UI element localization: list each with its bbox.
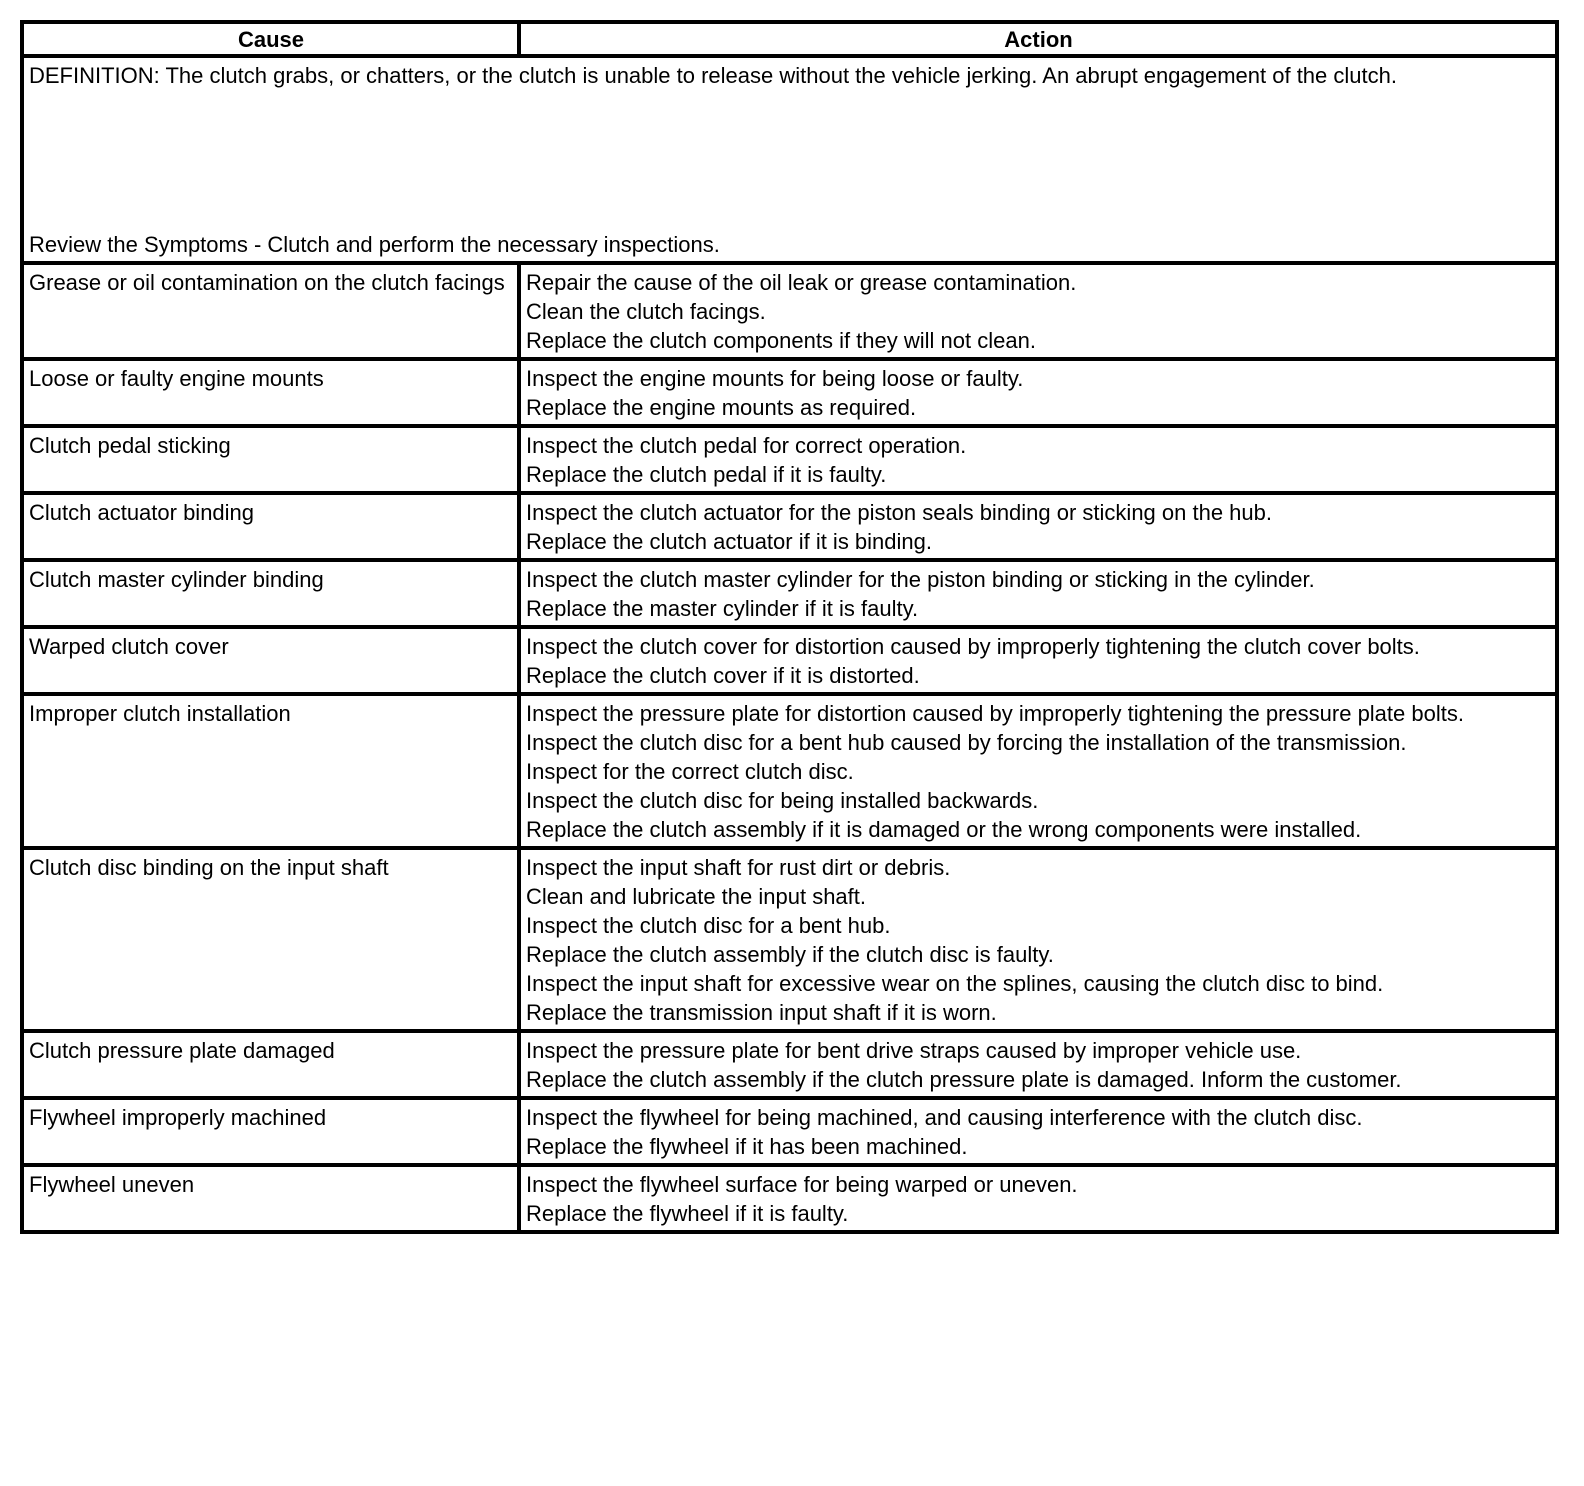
action-step: Inspect the pressure plate for bent drive straps caused by improper vehicle use. xyxy=(526,1038,1302,1063)
action-cell xyxy=(519,493,1557,560)
action-step: Inspect the flywheel surface for being warped or uneven. xyxy=(526,1172,1078,1197)
cause-cell: Loose or faulty engine mounts xyxy=(22,359,519,426)
cause-cell: Flywheel uneven xyxy=(22,1165,519,1232)
action-cell xyxy=(519,263,1557,359)
table-row xyxy=(22,1165,1557,1232)
cause-column-header: Cause xyxy=(22,22,519,56)
cause-cell: Grease or oil contamination on the clutch facings xyxy=(22,263,519,359)
cause-cell: Clutch disc binding on the input shaft xyxy=(22,848,519,1031)
action-cell xyxy=(519,694,1557,848)
action-step: Inspect the clutch disc for a bent hub caused by forcing the installation of the transmission. xyxy=(526,730,1407,755)
action-step: Inspect the input shaft for excessive wear on the splines, causing the clutch disc to bind. xyxy=(526,971,1384,996)
action-cell xyxy=(519,1165,1557,1232)
diagnostic-document xyxy=(20,20,1555,1234)
cause-cell: Clutch master cylinder binding xyxy=(22,560,519,627)
table-row xyxy=(22,359,1557,426)
action-cell xyxy=(519,560,1557,627)
action-step: Inspect the clutch actuator for the piston seals binding or sticking on the hub. xyxy=(526,500,1273,525)
action-step: Replace the clutch assembly if the clutch disc is faulty. xyxy=(526,942,1054,967)
action-cell xyxy=(519,1031,1557,1098)
cause-cell: Clutch pressure plate damaged xyxy=(22,1031,519,1098)
action-step: Replace the master cylinder if it is faulty. xyxy=(526,596,919,621)
action-step: Inspect the pressure plate for distortion caused by improperly tightening the pressure plate bolts. xyxy=(526,701,1464,726)
action-cell xyxy=(519,426,1557,493)
action-cell xyxy=(519,1098,1557,1165)
action-step: Replace the flywheel if it has been machined. xyxy=(526,1134,968,1159)
action-step: Clean the clutch facings. xyxy=(526,299,766,324)
cause-cell: Flywheel improperly machined xyxy=(22,1098,519,1165)
action-step: Inspect the clutch cover for distortion caused by improperly tightening the clutch cover bolts. xyxy=(526,634,1420,659)
definition-row xyxy=(22,56,1557,263)
action-step: Replace the clutch assembly if it is damaged or the wrong components were installed. xyxy=(526,817,1362,842)
cause-action-table xyxy=(20,20,1559,1234)
action-step: Inspect the engine mounts for being loose or faulty. xyxy=(526,366,1024,391)
action-step: Inspect the clutch disc for being installed backwards. xyxy=(526,788,1039,813)
cause-cell: Improper clutch installation xyxy=(22,694,519,848)
action-step: Inspect the input shaft for rust dirt or debris. xyxy=(526,855,951,880)
action-step: Replace the transmission input shaft if it is worn. xyxy=(526,1000,997,1025)
action-step: Replace the clutch cover if it is distorted. xyxy=(526,663,920,688)
header-row xyxy=(22,22,1557,56)
definition-text: DEFINITION: The clutch grabs, or chatters, or the clutch is unable to release without the vehicle jerking. An abrupt engagement of the clutch. xyxy=(29,63,1397,88)
action-step: Inspect the flywheel for being machined, and causing interference with the clutch disc. xyxy=(526,1105,1363,1130)
action-cell xyxy=(519,848,1557,1031)
review-symptoms-text: Review the Symptoms - Clutch and perform the necessary inspections. xyxy=(29,232,720,257)
action-step: Replace the engine mounts as required. xyxy=(526,395,917,420)
action-step: Replace the flywheel if it is faulty. xyxy=(526,1201,849,1226)
action-step: Inspect the clutch disc for a bent hub. xyxy=(526,913,891,938)
action-step: Replace the clutch components if they will not clean. xyxy=(526,328,1036,353)
cause-cell: Clutch pedal sticking xyxy=(22,426,519,493)
action-step: Replace the clutch assembly if the clutch pressure plate is damaged. Inform the customer. xyxy=(526,1067,1402,1092)
table-row xyxy=(22,263,1557,359)
action-cell xyxy=(519,627,1557,694)
action-step: Replace the clutch pedal if it is faulty. xyxy=(526,462,887,487)
cause-cell: Clutch actuator binding xyxy=(22,493,519,560)
cause-cell: Warped clutch cover xyxy=(22,627,519,694)
table-row xyxy=(22,1098,1557,1165)
table-row xyxy=(22,560,1557,627)
action-step: Replace the clutch actuator if it is binding. xyxy=(526,529,933,554)
table-row xyxy=(22,426,1557,493)
action-column-header: Action xyxy=(519,22,1557,56)
table-row xyxy=(22,1031,1557,1098)
action-step: Clean and lubricate the input shaft. xyxy=(526,884,867,909)
action-step: Inspect the clutch pedal for correct operation. xyxy=(526,433,967,458)
action-cell xyxy=(519,359,1557,426)
table-row xyxy=(22,694,1557,848)
table-row xyxy=(22,848,1557,1031)
definition-cell xyxy=(22,56,1557,263)
table-row xyxy=(22,493,1557,560)
action-step: Repair the cause of the oil leak or grease contamination. xyxy=(526,270,1077,295)
action-step: Inspect the clutch master cylinder for the piston binding or sticking in the cylinder. xyxy=(526,567,1315,592)
action-step: Inspect for the correct clutch disc. xyxy=(526,759,854,784)
table-row xyxy=(22,627,1557,694)
